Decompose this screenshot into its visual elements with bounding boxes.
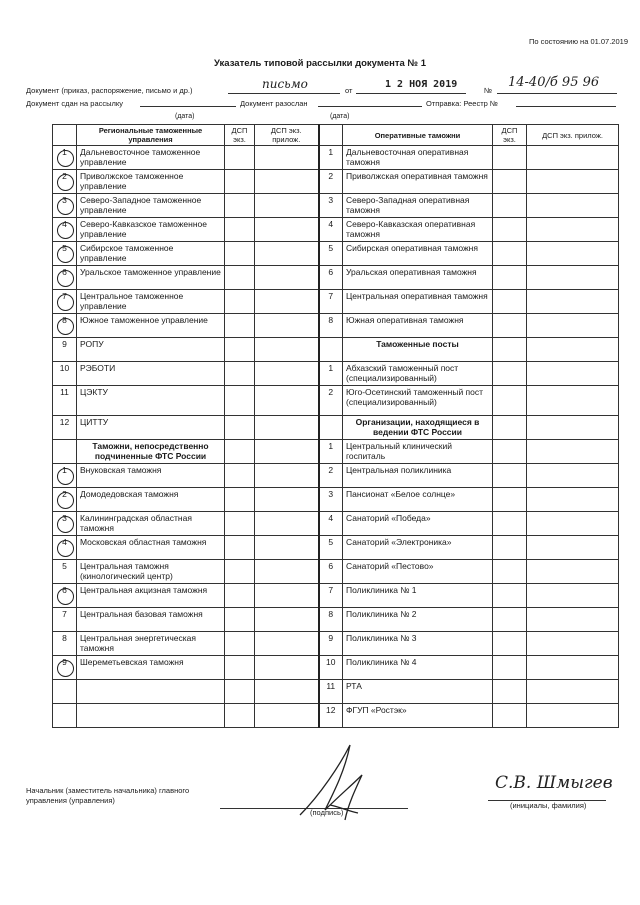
- dsp-app-cell: [255, 218, 319, 242]
- regional-name: Внуковская таможня: [77, 464, 225, 488]
- row-number-text: 12: [59, 417, 70, 427]
- row-number-left: [53, 338, 77, 362]
- dsp-app-cell: [255, 704, 319, 728]
- dsp-cell: [493, 656, 527, 680]
- dsp-cell: [225, 656, 255, 680]
- dsp-cell: [493, 242, 527, 266]
- dsp-app-cell: [255, 656, 319, 680]
- row-number-right: 2: [319, 170, 343, 194]
- dsp-cell: [493, 194, 527, 218]
- circle-mark-icon: [57, 516, 74, 533]
- table-row: [53, 440, 619, 464]
- date-hint-left: (дата): [175, 113, 195, 120]
- row-number-text: 9: [62, 339, 67, 349]
- dsp-app-cell: [527, 314, 619, 338]
- row-number-left: [53, 680, 77, 704]
- dsp-cell: [225, 560, 255, 584]
- operational-name: Юго-Осетинский таможенный пост (специализированный): [343, 386, 493, 416]
- operational-name: Абхазский таможенный пост (специализированный): [343, 362, 493, 386]
- regional-name: Центральная энергетическая таможня: [77, 632, 225, 656]
- header-dsp-right: ДСП экз.: [493, 125, 527, 146]
- row-number-right: 9: [319, 632, 343, 656]
- dsp-app-cell: [527, 536, 619, 560]
- row-number-right: 8: [319, 608, 343, 632]
- regional-name: [77, 704, 225, 728]
- table-row: [53, 266, 619, 290]
- dsp-cell: [493, 464, 527, 488]
- row-number-right: 5: [319, 536, 343, 560]
- header-dsp-app: ДСП экз. прилож.: [255, 125, 319, 146]
- row-number-right: 1: [319, 146, 343, 170]
- dsp-app-cell: [255, 680, 319, 704]
- dsp-cell: [225, 194, 255, 218]
- doc-number-value: 14-40/б 95 96: [508, 75, 600, 90]
- dsp-app-cell: [527, 632, 619, 656]
- circle-mark-icon: [57, 246, 74, 263]
- row-number-right: 1: [319, 440, 343, 464]
- table-row: [53, 584, 619, 608]
- operational-name: Организации, находящиеся в ведении ФТС России: [343, 416, 493, 440]
- sent-label: Документ сдан на рассылку: [26, 99, 123, 108]
- row-number-left: [53, 386, 77, 416]
- dsp-cell: [225, 488, 255, 512]
- row-number-text: 6: [62, 267, 67, 277]
- dsp-cell: [493, 584, 527, 608]
- dsp-app-cell: [255, 170, 319, 194]
- page-title: Указатель типовой рассылки документа № 1: [214, 58, 426, 69]
- dsp-cell: [493, 632, 527, 656]
- handwritten-name: С.В. Шмыгев: [495, 773, 613, 793]
- circle-mark-icon: [57, 468, 74, 485]
- table-row: [53, 170, 619, 194]
- operational-name: Центральный клинический госпиталь: [343, 440, 493, 464]
- dsp-cell: [225, 416, 255, 440]
- row-number-left: [53, 416, 77, 440]
- circle-mark-icon: [57, 294, 74, 311]
- table-row: [53, 290, 619, 314]
- circle-mark-icon: [57, 198, 74, 215]
- row-number-text: 10: [59, 363, 70, 373]
- regional-name: Северо-Западное таможенное управление: [77, 194, 225, 218]
- dsp-cell: [493, 146, 527, 170]
- signature-label: (подпись): [310, 808, 344, 817]
- dsp-cell: [225, 464, 255, 488]
- operational-name: Северо-Кавказская оперативная таможня: [343, 218, 493, 242]
- dsp-cell: [225, 314, 255, 338]
- dsp-app-cell: [255, 584, 319, 608]
- row-number-right: 8: [319, 314, 343, 338]
- row-number-text: 2: [62, 489, 67, 499]
- dsp-app-cell: [527, 584, 619, 608]
- dsp-app-cell: [255, 362, 319, 386]
- operational-name: Южная оперативная таможня: [343, 314, 493, 338]
- dsp-app-cell: [527, 704, 619, 728]
- dsp-app-cell: [255, 338, 319, 362]
- dsp-cell: [225, 218, 255, 242]
- registry-label: Отправка: Реестр №: [426, 99, 498, 108]
- row-number-left: [53, 170, 77, 194]
- regional-name: Центральная таможня (кинологический центр): [77, 560, 225, 584]
- row-number-text: 3: [62, 195, 67, 205]
- distributed-label: Документ разослан: [240, 99, 308, 108]
- dsp-app-cell: [527, 440, 619, 464]
- dsp-cell: [225, 386, 255, 416]
- dsp-cell: [225, 632, 255, 656]
- regional-name: Северо-Кавказское таможенное управление: [77, 218, 225, 242]
- circle-mark-icon: [57, 660, 74, 677]
- header-dsp-app-right: ДСП экз. прилож.: [527, 125, 619, 146]
- row-number-right: [319, 338, 343, 362]
- dsp-cell: [493, 314, 527, 338]
- regional-name: Сибирское таможенное управление: [77, 242, 225, 266]
- dsp-app-cell: [527, 218, 619, 242]
- dsp-app-cell: [255, 290, 319, 314]
- operational-name: Поликлиника № 2: [343, 608, 493, 632]
- row-number-left: [53, 266, 77, 290]
- regional-name: РОПУ: [77, 338, 225, 362]
- row-number-text: 3: [62, 513, 67, 523]
- dsp-app-cell: [255, 464, 319, 488]
- dsp-app-cell: [527, 194, 619, 218]
- row-number-left: [53, 464, 77, 488]
- signature-scribble: [290, 735, 380, 825]
- circle-mark-icon: [57, 270, 74, 287]
- date-stamp: 1 2 НОЯ 2019: [385, 79, 458, 90]
- row-number-right: 7: [319, 584, 343, 608]
- row-number-left: [53, 242, 77, 266]
- dsp-app-cell: [255, 512, 319, 536]
- row-number-left: [53, 560, 77, 584]
- row-number-text: 2: [62, 171, 67, 181]
- circle-mark-icon: [57, 222, 74, 239]
- dsp-app-cell: [527, 146, 619, 170]
- row-number-text: 4: [62, 537, 67, 547]
- dsp-cell: [225, 146, 255, 170]
- row-number-text: 9: [62, 657, 67, 667]
- state-note: По состоянию на 01.07.2019: [529, 37, 628, 46]
- dsp-cell: [225, 608, 255, 632]
- row-number-left: [53, 218, 77, 242]
- table-row: [53, 218, 619, 242]
- dsp-app-cell: [527, 608, 619, 632]
- operational-name: ФГУП «Ростэк»: [343, 704, 493, 728]
- regional-name: [77, 680, 225, 704]
- dsp-app-cell: [255, 632, 319, 656]
- row-number-right: 4: [319, 218, 343, 242]
- dsp-cell: [493, 266, 527, 290]
- dsp-app-cell: [527, 416, 619, 440]
- operational-name: Санаторий «Победа»: [343, 512, 493, 536]
- row-number-left: [53, 536, 77, 560]
- operational-name: Пансионат «Белое солнце»: [343, 488, 493, 512]
- operational-name: Северо-Западная оперативная таможня: [343, 194, 493, 218]
- dsp-app-cell: [527, 290, 619, 314]
- dsp-app-cell: [527, 266, 619, 290]
- dsp-app-cell: [527, 242, 619, 266]
- header-operational: Оперативные таможни: [343, 125, 493, 146]
- row-number-left: [53, 632, 77, 656]
- regional-name: Приволжское таможенное управление: [77, 170, 225, 194]
- header-regional: Региональные таможенные управления: [77, 125, 225, 146]
- operational-name: Санаторий «Пестово»: [343, 560, 493, 584]
- row-number-right: 2: [319, 464, 343, 488]
- regional-name: Центральная базовая таможня: [77, 608, 225, 632]
- doc-type-label: Документ (приказ, распоряжение, письмо и др.): [26, 86, 193, 95]
- row-number-left: [53, 146, 77, 170]
- row-number-left: [53, 584, 77, 608]
- chief-label: Начальник (заместитель начальника) главного управления (управления): [26, 786, 190, 805]
- circle-mark-icon: [57, 150, 74, 167]
- row-number-left: [53, 362, 77, 386]
- dsp-app-cell: [527, 338, 619, 362]
- operational-name: Поликлиника № 1: [343, 584, 493, 608]
- regional-name: ЦИТТУ: [77, 416, 225, 440]
- regional-name: РЭБОТИ: [77, 362, 225, 386]
- table-row: [53, 464, 619, 488]
- dsp-cell: [493, 560, 527, 584]
- dsp-cell: [225, 704, 255, 728]
- row-number-text: 4: [62, 219, 67, 229]
- dsp-app-cell: [255, 266, 319, 290]
- operational-name: Таможенные посты: [343, 338, 493, 362]
- row-number-left: [53, 440, 77, 464]
- table-row: [53, 488, 619, 512]
- row-number-text: 7: [62, 609, 67, 619]
- table-row: [53, 656, 619, 680]
- dsp-cell: [493, 290, 527, 314]
- header-dsp: ДСП экз.: [225, 125, 255, 146]
- dsp-cell: [225, 266, 255, 290]
- table-row: [53, 704, 619, 728]
- dsp-cell: [225, 290, 255, 314]
- dsp-cell: [493, 218, 527, 242]
- row-number-left: [53, 194, 77, 218]
- row-number-left: [53, 512, 77, 536]
- row-number-right: [319, 416, 343, 440]
- regional-name: Шереметьевская таможня: [77, 656, 225, 680]
- dsp-cell: [493, 488, 527, 512]
- row-number-text: 6: [62, 585, 67, 595]
- row-number-right: 3: [319, 488, 343, 512]
- dsp-cell: [493, 536, 527, 560]
- operational-name: Дальневосточная оперативная таможня: [343, 146, 493, 170]
- regional-name: Центральное таможенное управление: [77, 290, 225, 314]
- doc-number-label: №: [484, 86, 493, 95]
- dsp-cell: [225, 512, 255, 536]
- row-number-right: 3: [319, 194, 343, 218]
- row-number-left: [53, 488, 77, 512]
- row-number-right: 6: [319, 560, 343, 584]
- dsp-app-cell: [527, 512, 619, 536]
- dsp-cell: [225, 536, 255, 560]
- dsp-cell: [493, 680, 527, 704]
- operational-name: Уральская оперативная таможня: [343, 266, 493, 290]
- table-row: [53, 194, 619, 218]
- row-number-right: 4: [319, 512, 343, 536]
- dsp-app-cell: [255, 560, 319, 584]
- dsp-app-cell: [527, 560, 619, 584]
- regional-name: Домодедовская таможня: [77, 488, 225, 512]
- circle-mark-icon: [57, 318, 74, 335]
- table-row: [53, 146, 619, 170]
- dsp-app-cell: [255, 242, 319, 266]
- table-row: [53, 362, 619, 386]
- dsp-app-cell: [527, 386, 619, 416]
- regional-name: Таможни, непосредственно подчиненные ФТС России: [77, 440, 225, 464]
- dsp-cell: [225, 338, 255, 362]
- row-number-left: [53, 314, 77, 338]
- dsp-app-cell: [527, 362, 619, 386]
- table-row: [53, 608, 619, 632]
- row-number-text: 7: [62, 291, 67, 301]
- regional-name: Дальневосточное таможенное управление: [77, 146, 225, 170]
- dsp-cell: [493, 338, 527, 362]
- regional-name: ЦЭКТУ: [77, 386, 225, 416]
- dsp-app-cell: [527, 488, 619, 512]
- dsp-app-cell: [255, 488, 319, 512]
- row-number-text: 8: [62, 315, 67, 325]
- operational-name: Поликлиника № 3: [343, 632, 493, 656]
- dsp-cell: [225, 362, 255, 386]
- row-number-text: 5: [62, 243, 67, 253]
- operational-name: РТА: [343, 680, 493, 704]
- row-number-text: 8: [62, 633, 67, 643]
- table-row: [53, 338, 619, 362]
- dsp-cell: [225, 680, 255, 704]
- row-number-right: 6: [319, 266, 343, 290]
- dsp-app-cell: [255, 314, 319, 338]
- table-row: [53, 386, 619, 416]
- operational-name: Санаторий «Электроника»: [343, 536, 493, 560]
- table-row: [53, 242, 619, 266]
- dsp-cell: [225, 170, 255, 194]
- regional-name: Московская областная таможня: [77, 536, 225, 560]
- dsp-cell: [225, 242, 255, 266]
- dsp-app-cell: [527, 170, 619, 194]
- table-header: [53, 125, 619, 146]
- table-row: [53, 632, 619, 656]
- dsp-cell: [493, 608, 527, 632]
- dsp-cell: [493, 704, 527, 728]
- circle-mark-icon: [57, 492, 74, 509]
- dsp-app-cell: [255, 194, 319, 218]
- dsp-app-cell: [255, 146, 319, 170]
- doc-type-value: письмо: [262, 77, 308, 91]
- row-number-right: 5: [319, 242, 343, 266]
- row-number-right: 2: [319, 386, 343, 416]
- initials-label: (инициалы, фамилия): [510, 801, 587, 810]
- row-number-right: 12: [319, 704, 343, 728]
- row-number-right: 11: [319, 680, 343, 704]
- table-row: [53, 680, 619, 704]
- circle-mark-icon: [57, 174, 74, 191]
- dsp-cell: [225, 440, 255, 464]
- row-number-text: 1: [62, 465, 67, 475]
- dsp-app-cell: [527, 464, 619, 488]
- operational-name: Поликлиника № 4: [343, 656, 493, 680]
- dsp-cell: [493, 416, 527, 440]
- row-number-text: 1: [62, 147, 67, 157]
- table-row: [53, 314, 619, 338]
- row-number-right: 1: [319, 362, 343, 386]
- regional-name: Уральское таможенное управление: [77, 266, 225, 290]
- dsp-app-cell: [255, 416, 319, 440]
- row-number-left: [53, 290, 77, 314]
- circle-mark-icon: [57, 540, 74, 557]
- row-number-left: [53, 608, 77, 632]
- operational-name: Центральная оперативная таможня: [343, 290, 493, 314]
- operational-name: Сибирская оперативная таможня: [343, 242, 493, 266]
- table-row: [53, 560, 619, 584]
- circle-mark-icon: [57, 588, 74, 605]
- dsp-cell: [493, 440, 527, 464]
- dsp-app-cell: [255, 386, 319, 416]
- dsp-cell: [493, 362, 527, 386]
- table-row: [53, 536, 619, 560]
- dsp-app-cell: [527, 656, 619, 680]
- regional-name: Южное таможенное управление: [77, 314, 225, 338]
- dsp-cell: [493, 170, 527, 194]
- dsp-app-cell: [255, 536, 319, 560]
- distribution-table: [52, 124, 619, 728]
- dsp-cell: [493, 386, 527, 416]
- date-hint-right: (дата): [330, 113, 350, 120]
- regional-name: Центральная акцизная таможня: [77, 584, 225, 608]
- date-from-label: от: [345, 86, 353, 95]
- row-number-right: 7: [319, 290, 343, 314]
- operational-name: Центральная поликлиника: [343, 464, 493, 488]
- row-number-left: [53, 704, 77, 728]
- dsp-app-cell: [527, 680, 619, 704]
- row-number-text: 5: [62, 561, 67, 571]
- operational-name: Приволжская оперативная таможня: [343, 170, 493, 194]
- dsp-cell: [225, 584, 255, 608]
- dsp-cell: [493, 512, 527, 536]
- dsp-app-cell: [255, 608, 319, 632]
- row-number-left: [53, 656, 77, 680]
- row-number-text: 11: [60, 387, 69, 397]
- table-row: [53, 416, 619, 440]
- regional-name: Калининградская областная таможня: [77, 512, 225, 536]
- row-number-right: 10: [319, 656, 343, 680]
- table-row: [53, 512, 619, 536]
- dsp-app-cell: [255, 440, 319, 464]
